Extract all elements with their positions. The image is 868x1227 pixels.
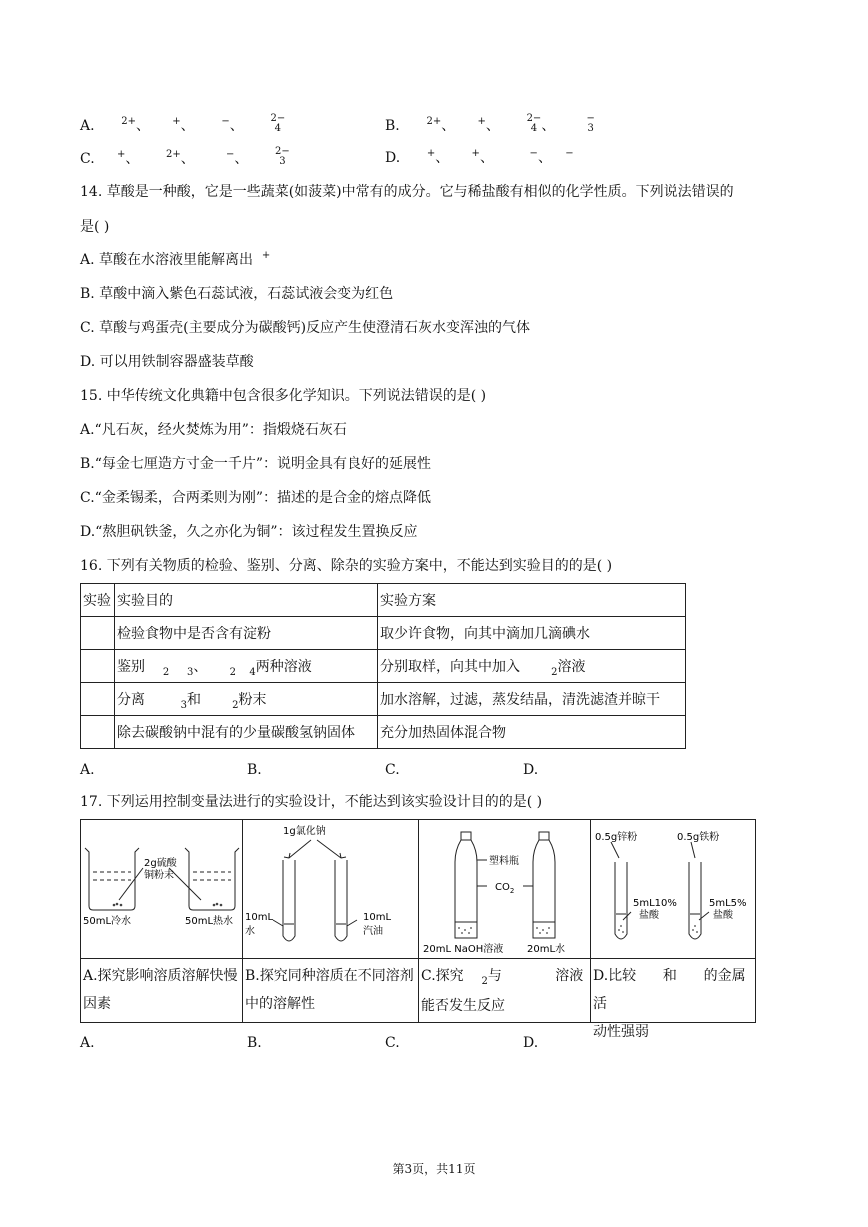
q15-option-d: D.“熬胆矾铁釜，久之亦化为铜”：该过程发生置换反应 <box>80 524 418 540</box>
gasoline-vol-label: 10mL <box>363 912 392 923</box>
q17-option-d: D. <box>523 1035 539 1051</box>
q16-table <box>80 583 686 749</box>
table-cell: 分离 $_3$和 $_2$粉末 <box>115 683 378 716</box>
beaker-solute-label-2: 铜粉末 <box>144 870 174 881</box>
q17-option-c: C. <box>385 1035 400 1051</box>
q16-option-d: D. <box>523 762 539 778</box>
hot-water-label: 50mL热水 <box>185 916 234 927</box>
water-label: 水 <box>245 926 255 937</box>
q17-caption-b: B.探究同种溶质在不同溶剂中的溶解性 <box>245 968 414 1012</box>
table-cell: 充分加热固体混合物 <box>378 716 686 749</box>
q14-stem: 14. 草酸是一种酸，它是一些蔬菜(如菠菜)中常有的成分。它与稀盐酸有相似的化学性质。下列说法错误的 <box>80 184 734 200</box>
q15-stem: 15. 中华传统文化典籍中包含很多化学知识。下列说法错误的是( ) <box>80 388 487 404</box>
q15-option-a: A.“凡石灰，经火焚炼为用”：指煅烧石灰石 <box>80 422 347 438</box>
acid-10-label: 5mL10% <box>633 898 677 909</box>
q16-option-a: A. <box>80 762 95 778</box>
metal-acid-figure <box>591 820 757 958</box>
q16-option-b: B. <box>247 762 262 778</box>
table-header-row <box>81 584 686 617</box>
divider <box>81 958 755 959</box>
q13-option-d: D. +、 +、 −、 − <box>385 148 574 166</box>
q13-option-b: B. $^{2+}$、 +、 2− 4 、 − 3 <box>385 113 595 134</box>
salt-label: 1g氯化钠 <box>283 826 326 837</box>
q13-option-c: C. +、 $^{2+}$、 −、 2− 3 <box>80 146 290 167</box>
table-cell: 鉴别 $_2$ $_3$、 $_2$ $_4$两种溶液 <box>115 650 378 683</box>
bottle-figure <box>419 820 591 958</box>
co2-label: $CO_2$ <box>495 882 515 895</box>
q17-caption-c: C.探究 $_2$与 溶液 能否发生反应 <box>421 968 584 1014</box>
table-cell: 除去碳酸钠中混有的少量碳酸氢钠固体 <box>115 716 378 749</box>
q17-caption-d: D.比较 和 的金属活 动性强弱 <box>593 968 746 1040</box>
q15-option-c: C.“金柔锡柔，合两柔则为刚”：描述的是合金的熔点降低 <box>80 490 431 506</box>
water-vol-label: 10mL <box>245 912 274 923</box>
cold-water-label: 50mL冷水 <box>83 916 132 927</box>
bottle-label: 塑料瓶 <box>489 856 519 867</box>
table-cell: 分别取样，向其中加入 $_2$溶液 <box>378 650 686 683</box>
naoh-label: 20mL NaOH溶液 <box>423 944 504 955</box>
q17-figure-table <box>80 819 756 1040</box>
header-cell: 实验 <box>81 584 115 617</box>
table-row <box>81 650 686 683</box>
q14-option-b: B. 草酸中滴入紫色石蕊试液，石蕊试液会变为红色 <box>80 286 394 302</box>
gasoline-label: 汽油 <box>363 926 383 937</box>
table-row <box>81 617 686 650</box>
table-cell <box>81 650 115 683</box>
q14-option-d: D. 可以用铁制容器盛装草酸 <box>80 354 254 370</box>
table-cell <box>81 683 115 716</box>
beaker-solute-label: 2g硫酸 <box>144 858 177 869</box>
q13-option-a: A. $^{2+}$、 +、 −、 2− 4 <box>80 113 286 134</box>
test-tube-figure <box>243 820 419 958</box>
beaker-figure <box>81 820 243 958</box>
acid-5-label: 5mL5% <box>709 898 747 909</box>
q14-option-a: A. 草酸在水溶液里能解离出 + <box>80 250 271 268</box>
q16-stem: 16. 下列有关物质的检验、鉴别、分离、除杂的实验方案中，不能达到实验目的的是( ) <box>80 558 613 574</box>
q14-stem-cont: 是( ) <box>80 219 110 235</box>
zinc-label: 0.5g锌粉 <box>595 832 638 843</box>
header-cell: 实验方案 <box>378 584 686 617</box>
q15-option-b: B.“每金七厘造方寸金一千片”：说明金具有良好的延展性 <box>80 456 432 472</box>
table-row <box>81 716 686 749</box>
acid-left-label: 盐酸 <box>639 910 659 921</box>
q17-option-a: A. <box>80 1035 95 1051</box>
q16-option-c: C. <box>385 762 400 778</box>
iron-label: 0.5g铁粉 <box>677 832 720 843</box>
table-cell: 取少许食物，向其中滴加几滴碘水 <box>378 617 686 650</box>
table-row <box>81 683 686 716</box>
table-cell: 加水溶解，过滤，蒸发结晶，清洗滤渣并晾干 <box>378 683 686 716</box>
page-footer: 第3页，共11页 <box>392 1162 476 1176</box>
header-cell: 实验目的 <box>115 584 378 617</box>
q17-stem: 17. 下列运用控制变量法进行的实验设计，不能达到该实验设计目的的是( ) <box>80 794 543 810</box>
table-cell <box>81 716 115 749</box>
acid-right-label: 盐酸 <box>713 910 733 921</box>
q17-caption-a: A.探究影响溶质溶解快慢因素 <box>83 968 238 1012</box>
q14-option-c: C. 草酸与鸡蛋壳(主要成分为碳酸钙)反应产生使澄清石灰水变浑浊的气体 <box>80 320 531 336</box>
table-cell <box>81 617 115 650</box>
bottle-water-label: 20mL水 <box>527 944 566 955</box>
q17-option-b: B. <box>247 1035 262 1051</box>
table-cell: 检验食物中是否含有淀粉 <box>115 617 378 650</box>
